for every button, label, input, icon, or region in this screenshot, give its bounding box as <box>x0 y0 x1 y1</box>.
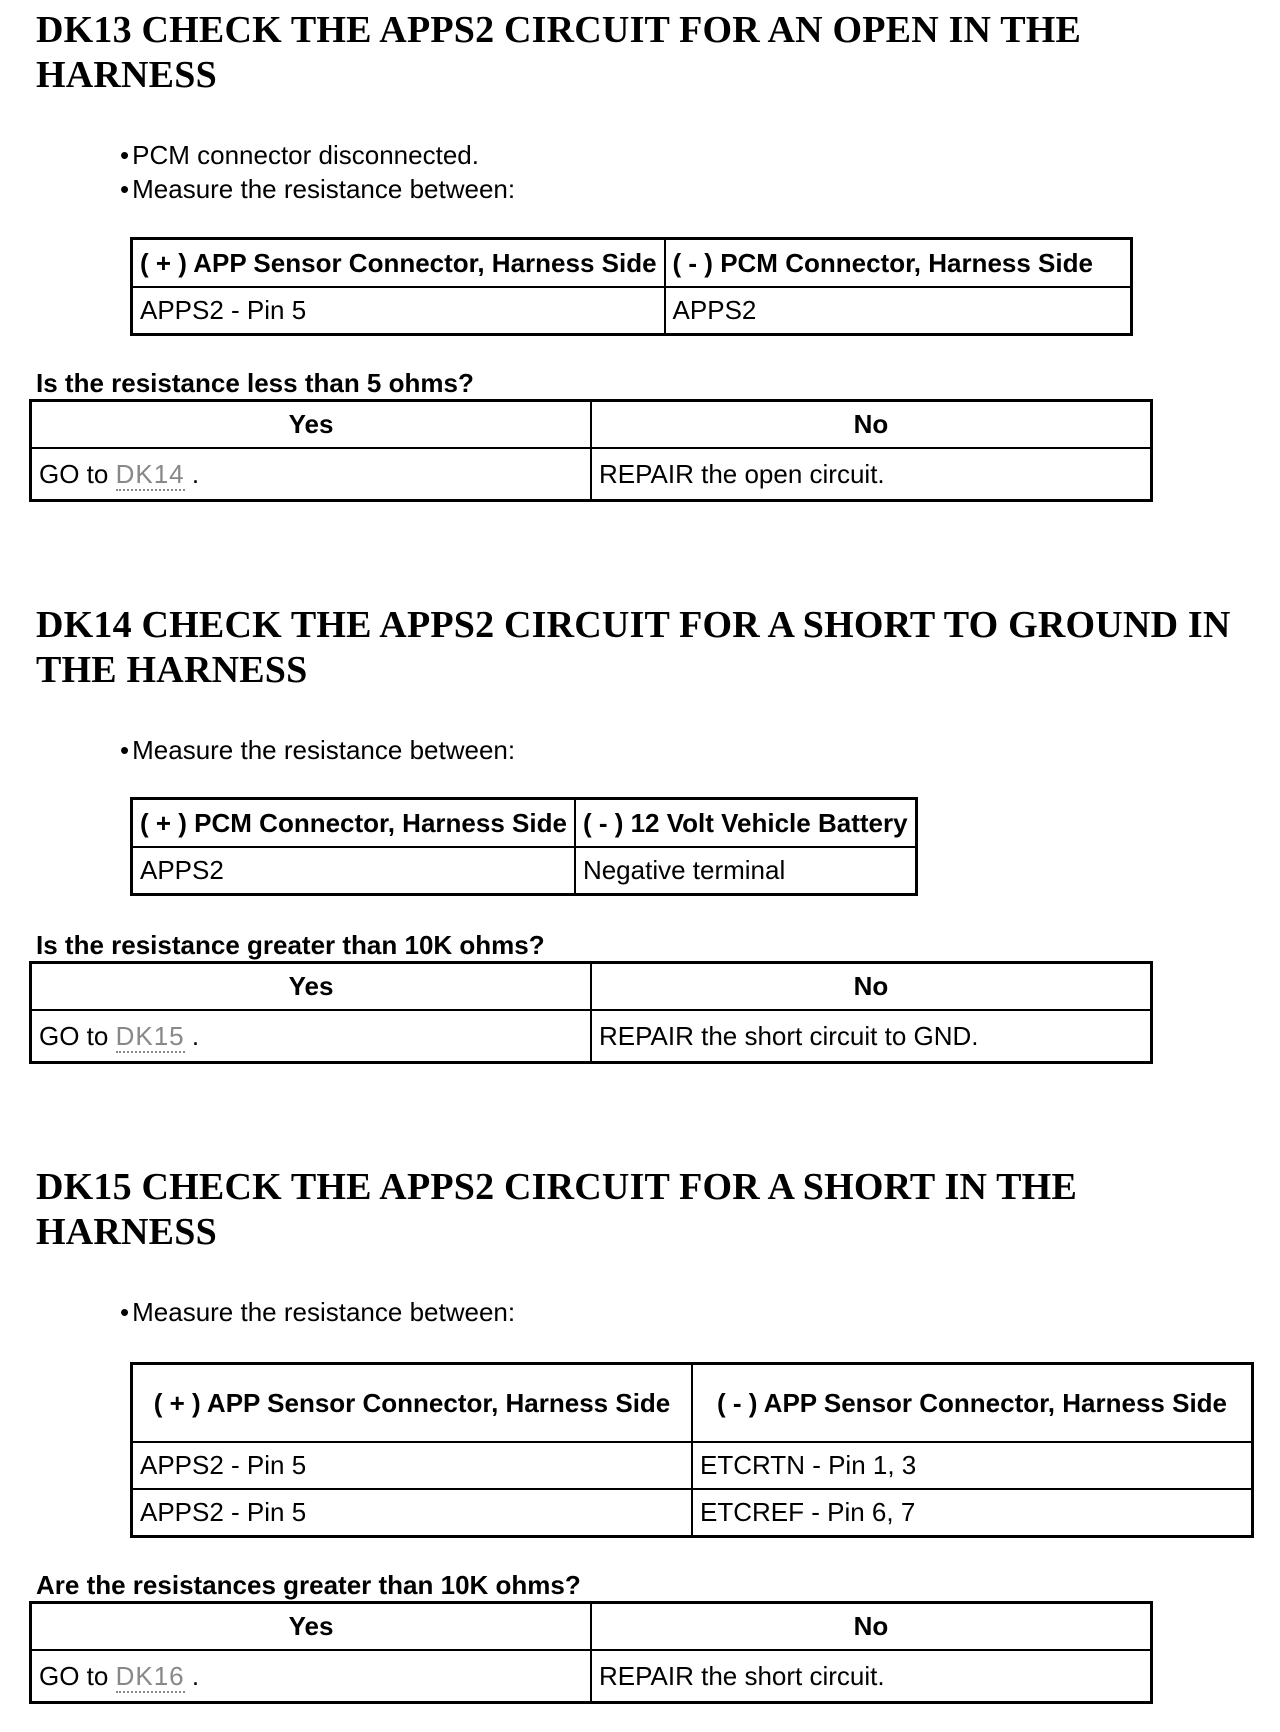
go-to-label: GO to <box>39 1660 109 1691</box>
table-row <box>31 1010 1152 1063</box>
yes-action <box>31 1650 592 1703</box>
no-action: REPAIR the short circuit. <box>591 1650 1152 1703</box>
yes-action <box>31 1010 592 1063</box>
go-to-label: GO to <box>39 458 109 489</box>
instruction-item: • PCM connector disconnected. <box>120 138 515 172</box>
decision-table <box>29 1601 1153 1704</box>
instruction-item: • Measure the resistance between: <box>120 733 515 767</box>
dk14-link[interactable]: DK14 <box>115 458 185 489</box>
instruction-list <box>120 733 515 767</box>
negative-lead-header: ( - ) APP Sensor Connector, Harness Side <box>692 1364 1253 1443</box>
negative-lead-cell: APPS2 <box>665 287 1132 335</box>
decision-table <box>29 399 1153 502</box>
negative-lead-cell: Negative terminal <box>575 847 916 895</box>
punctuation: . <box>191 1660 200 1691</box>
positive-lead-cell: APPS2 <box>132 847 575 895</box>
no-action: REPAIR the open circuit. <box>591 448 1152 501</box>
yes-action <box>31 448 592 501</box>
decision-question: Is the resistance less than 5 ohms? <box>36 368 474 398</box>
decision-question: Are the resistances greater than 10K ohms? <box>36 1570 581 1600</box>
positive-lead-header: ( + ) APP Sensor Connector, Harness Side <box>132 1364 693 1443</box>
table-row <box>31 448 1152 501</box>
positive-lead-cell: APPS2 - Pin 5 <box>132 287 665 335</box>
instruction-item: • Measure the resistance between: <box>120 1295 515 1329</box>
table-row <box>132 1489 1253 1537</box>
no-header: No <box>591 963 1152 1011</box>
dk15-link[interactable]: DK15 <box>115 1020 185 1051</box>
positive-lead-header: ( + ) PCM Connector, Harness Side <box>132 799 575 848</box>
dk16-link[interactable]: DK16 <box>115 1660 185 1691</box>
decision-table <box>29 961 1153 1064</box>
instruction-list <box>120 138 515 206</box>
negative-lead-header: ( - ) 12 Volt Vehicle Battery <box>575 799 916 848</box>
measurement-table <box>130 1362 1254 1538</box>
yes-header: Yes <box>31 401 592 449</box>
positive-lead-cell: APPS2 - Pin 5 <box>132 1442 693 1489</box>
punctuation: . <box>191 1020 200 1051</box>
negative-lead-cell: ETCREF - Pin 6, 7 <box>692 1489 1253 1537</box>
negative-lead-header: ( - ) PCM Connector, Harness Side <box>665 239 1132 288</box>
decision-question: Is the resistance greater than 10K ohms? <box>36 930 545 960</box>
measurement-table <box>130 237 1133 336</box>
step-title: DK14 CHECK THE APPS2 CIRCUIT FOR A SHORT TO GROUND IN THE HARNESS <box>36 604 1231 691</box>
negative-lead-cell: ETCRTN - Pin 1, 3 <box>692 1442 1253 1489</box>
instruction-list <box>120 1295 515 1329</box>
go-to-label: GO to <box>39 1020 109 1051</box>
positive-lead-cell: APPS2 - Pin 5 <box>132 1489 693 1537</box>
instruction-item: • Measure the resistance between: <box>120 172 515 206</box>
measurement-table <box>130 797 918 896</box>
table-row <box>132 287 1132 335</box>
yes-header: Yes <box>31 963 592 1011</box>
table-row <box>132 847 917 895</box>
positive-lead-header: ( + ) APP Sensor Connector, Harness Side <box>132 239 665 288</box>
table-row <box>31 1650 1152 1703</box>
punctuation: . <box>191 458 200 489</box>
table-row <box>132 1442 1253 1489</box>
no-header: No <box>591 1603 1152 1651</box>
step-title: DK15 CHECK THE APPS2 CIRCUIT FOR A SHORT IN THE HARNESS <box>36 1166 1077 1253</box>
no-action: REPAIR the short circuit to GND. <box>591 1010 1152 1063</box>
step-title: DK13 CHECK THE APPS2 CIRCUIT FOR AN OPEN IN THE HARNESS <box>36 9 1082 96</box>
no-header: No <box>591 401 1152 449</box>
yes-header: Yes <box>31 1603 592 1651</box>
